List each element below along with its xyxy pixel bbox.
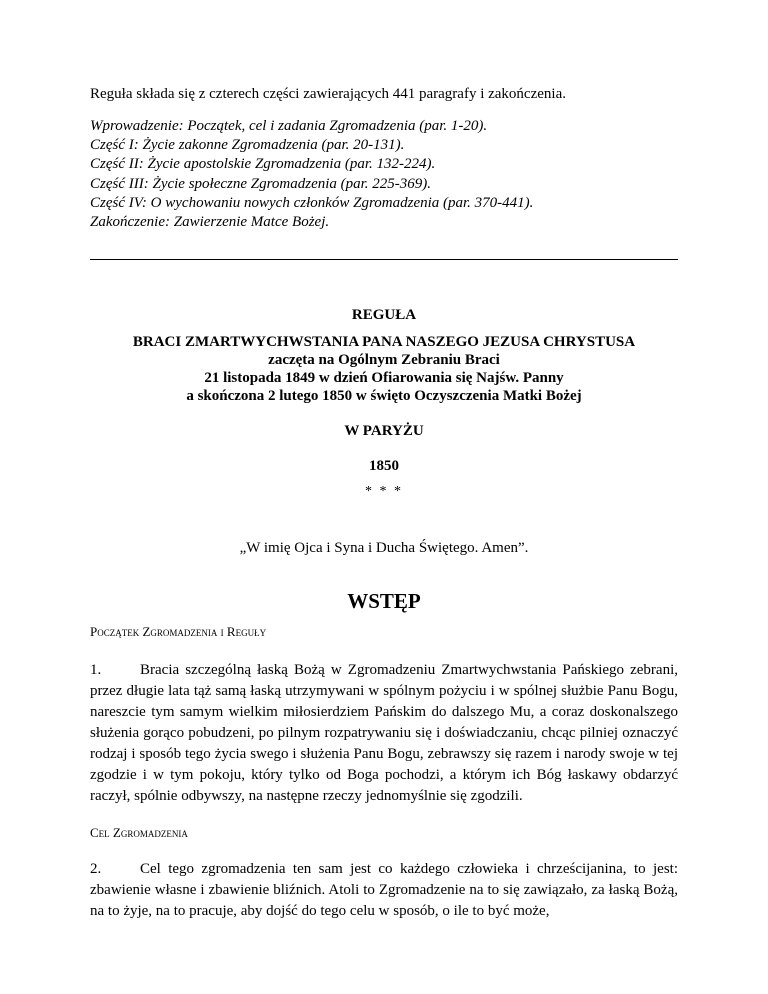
toc-item: Część I: Życie zakonne Zgromadzenia (par. 20-131).	[90, 137, 405, 154]
horizontal-divider	[90, 259, 678, 260]
section-heading: WSTĘP	[347, 589, 421, 613]
title-place: W PARYŻU	[344, 423, 424, 439]
title-year: 1850	[369, 458, 399, 474]
toc-item: Część III: Życie społeczne Zgromadzenia (par. 225-369).	[90, 175, 432, 192]
separator-stars: * * *	[365, 484, 403, 499]
title-block	[90, 333, 678, 405]
table-of-contents	[90, 117, 690, 232]
paragraph-text: Cel tego zgromadzenia ten sam jest co każdego człowieka i chrześcijanina, to jest: zbawienie własne i zbawienie bliźnich. Atoli to Zgromadzenie na to się zawiązało, za łaską Bożą, na to żyje, na to pracuje, aby dojść do tego celu w sposób, o ile to być może,	[90, 861, 678, 919]
title-regula: REGUŁA	[351, 307, 417, 323]
title-line-2: zaczęta na Ogólnym Zebraniu Braci	[268, 352, 500, 368]
paragraph-1	[90, 660, 678, 807]
paragraph-2	[90, 859, 678, 922]
paragraph-number: 1.	[90, 662, 102, 678]
title-line-3: 21 listopada 1849 w dzień Ofiarowania się Najśw. Panny	[204, 370, 564, 386]
paragraph-text: Bracia szczególną łaską Bożą w Zgromadzeniu Zmartwychwstania Pańskiego zebrani, przez długie lata tąż samą łaską utrzymywani w spólnym pożyciu i w spólnej służbie Panu Bogu, nareszcie tym samym wielkim miłosierdziem Pańskim do dalszego Mu, a coraz doskonalszego służenia gorąco pobudzeni, po pilnym rozpatrywaniu się i doświadczaniu, chcąc pilniej oznaczyć rodzaj i sposób tego życia swego i służenia Panu Bogu, zebrawszy się razem i narody swoje w tej zgodzie i w tym pokoju, który tylko od Boga pochodzi, a którym ich Bóg łaskawy obdarzyć raczył, spólnie odbywszy, na następne rzeczy jednomyślnie się zgodzili.	[90, 662, 678, 804]
intro-text: Reguła składa się z czterech części zawierających 441 paragrafy i zakończenia.	[90, 86, 566, 102]
toc-item: Część IV: O wychowaniu nowych członków Zgromadzenia (par. 370-441).	[90, 194, 534, 211]
title-line-4: a skończona 2 lutego 1850 w święto Oczyszczenia Matki Bożej	[186, 388, 582, 404]
paragraph-number: 2.	[90, 861, 102, 877]
toc-item: Część II: Życie apostolskie Zgromadzenia (par. 132-224).	[90, 156, 436, 173]
subsection-title: Cel Zgromadzenia	[90, 825, 188, 840]
title-line-1: BRACI ZMARTWYCHWSTANIA PANA NASZEGO JEZUSA CHRYSTUSA	[132, 334, 636, 350]
invocation: „W imię Ojca i Syna i Ducha Świętego. Amen”.	[239, 540, 529, 556]
subsection-title: Początek Zgromadzenia i Reguły	[90, 624, 267, 639]
toc-item: Zakończenie: Zawierzenie Matce Bożej.	[90, 214, 330, 231]
toc-item: Wprowadzenie: Początek, cel i zadania Zgromadzenia (par. 1-20).	[90, 118, 488, 134]
